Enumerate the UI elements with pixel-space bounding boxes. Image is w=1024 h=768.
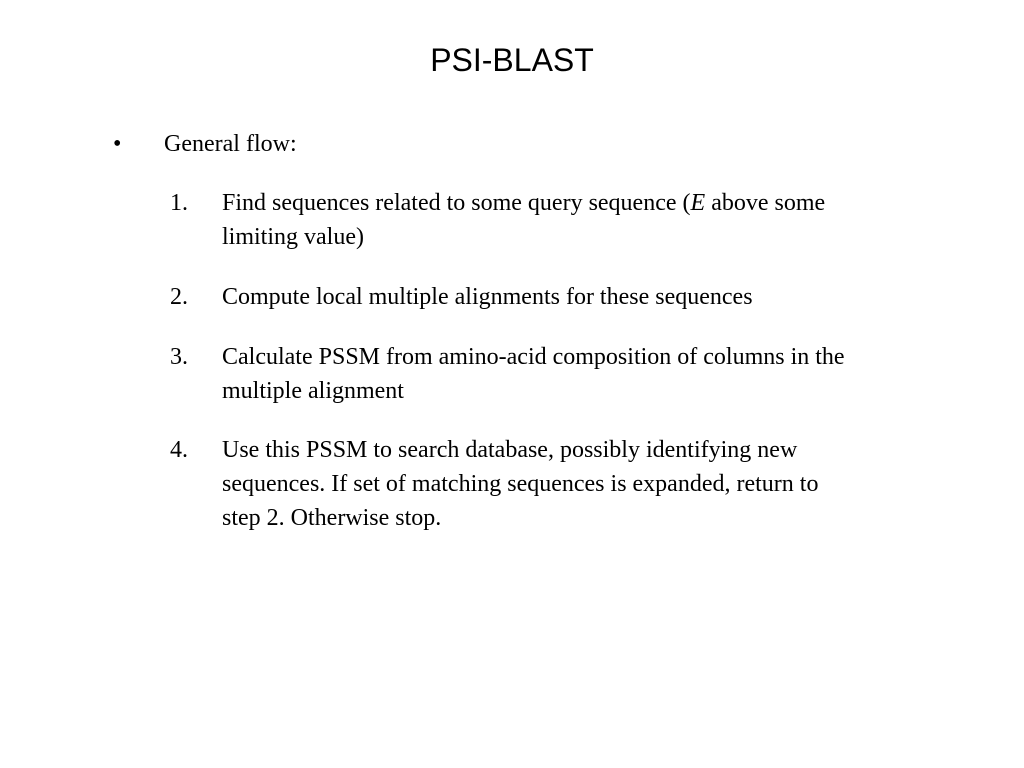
step-number: 2. [170,284,188,310]
step-text [222,186,982,254]
bullet-general-flow [0,126,1024,162]
slide-title: PSI-BLAST [430,42,594,78]
step-number: 4. [170,437,188,463]
step-text [222,280,982,314]
step-line: sequences. If set of matching sequences is expanded, return to [222,471,819,497]
bullet-marker: • [113,131,122,157]
e-value-symbol: E [690,190,706,216]
step-line: Use this PSSM to search database, possibly identifying new [222,437,798,463]
step-line [222,186,982,220]
step-text-part: Find sequences related to some query sequence ( [222,190,691,216]
step-number: 3. [170,344,188,370]
step-line: Compute local multiple alignments for these sequences [222,284,753,310]
step-text [222,340,982,408]
step-line: limiting value) [222,224,364,250]
step-text-part: above some [705,190,826,216]
step-line: multiple alignment [222,378,404,404]
step-line: Calculate PSSM from amino-acid composition of columns in the [222,344,845,370]
bullet-label: General flow: [164,131,297,157]
step-number: 1. [170,190,188,216]
step-text [222,433,982,535]
step-line: step 2. Otherwise stop. [222,505,442,531]
